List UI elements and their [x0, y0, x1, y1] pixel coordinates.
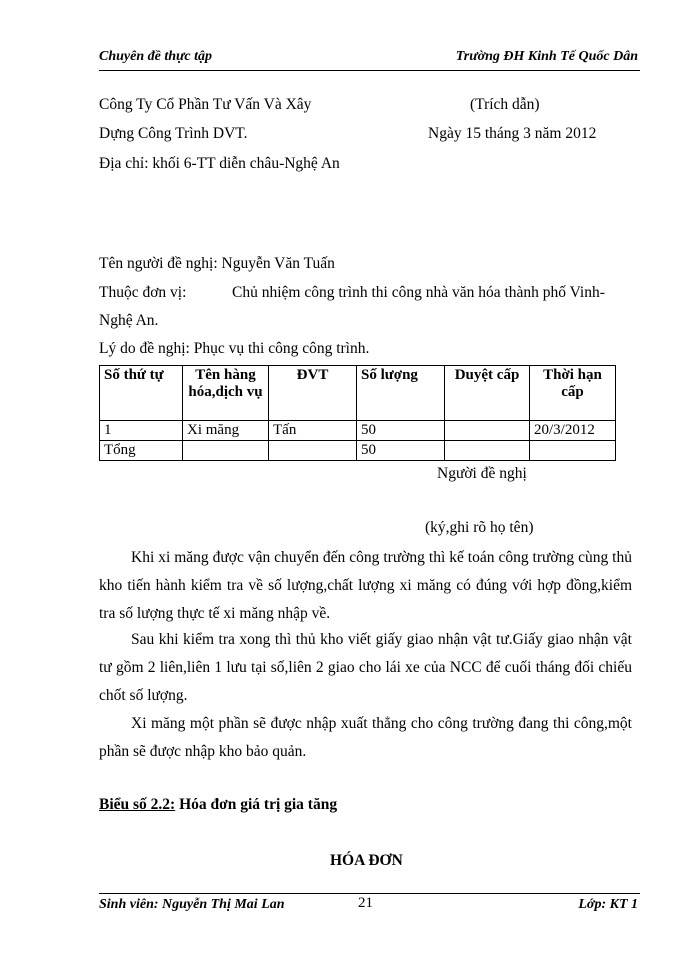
footer-rule: [99, 893, 640, 894]
header-right: Trường ĐH Kinh Tế Quốc Dân: [455, 49, 638, 64]
col-header-item: Tên hàng hóa,dịch vụ: [183, 366, 269, 421]
unit-label: Thuộc đơn vị:: [99, 284, 187, 301]
table-cell: [445, 421, 530, 441]
col-header-deadline: Thời hạn cấp: [530, 366, 616, 421]
page-number: 21: [358, 895, 373, 911]
footer-class: Lớp: KT 1: [578, 897, 638, 912]
table-cell: 20/3/2012: [530, 421, 616, 441]
table-header-row: [100, 366, 616, 421]
company-name-line2: Dựng Công Trình DVT.: [99, 125, 248, 142]
company-address: Địa chỉ: khối 6-TT diễn châu-Nghệ An: [99, 155, 340, 172]
table-cell: 50: [357, 441, 445, 461]
table-cell: Tổng: [100, 441, 183, 461]
table-cell: [183, 441, 269, 461]
company-name-line1: Công Ty Cổ Phần Tư Vấn Và Xây: [99, 96, 312, 113]
document-date: Ngày 15 tháng 3 năm 2012: [428, 125, 597, 142]
request-table: [99, 365, 616, 461]
table-cell: 50: [357, 421, 445, 441]
table-cell: Xi măng: [183, 421, 269, 441]
signature-note: (ký,ghi rõ họ tên): [425, 519, 534, 536]
proposer-line: [99, 255, 335, 273]
col-header-approved: Duyệt cấp: [445, 366, 530, 421]
proposer-label: Tên người đề nghị:: [99, 255, 218, 272]
col-header-unit: ĐVT: [269, 366, 357, 421]
section-title: Hóa đơn giá trị gia tăng: [179, 796, 338, 813]
table-cell: [530, 441, 616, 461]
table-cell: [269, 441, 357, 461]
invoice-heading: HÓA ĐƠN: [330, 852, 403, 869]
table-cell: [445, 441, 530, 461]
signature-role: Người đề nghị: [437, 465, 527, 482]
unit-value-line2: Nghệ An.: [99, 312, 159, 329]
col-header-stt: Số thứ tự: [100, 366, 183, 421]
proposer-name: Nguyễn Văn Tuấn: [221, 255, 335, 272]
col-header-quantity: Số lượng: [357, 366, 445, 421]
request-reason: Lý do đề nghị: Phục vụ thi công công trình.: [99, 340, 370, 357]
paragraph-1: Khi xi măng được vận chuyển đến công trường thì kế toán công trường cùng thủ kho tiến hành kiểm tra về số lượng,chất lượng xi măng có đúng với hợp đồng,kiểm tra số lượng thực tế xi măng nhập về.: [99, 549, 632, 622]
excerpt-note: (Trích dẫn): [470, 96, 540, 113]
paragraph-2: Sau khi kiểm tra xong thì thủ kho viết giấy giao nhận vật tư.Giấy giao nhận vật tư gồm 2 liên,liên 1 lưu tại số,liên 2 giao cho lái xe của NCC để cuối tháng đối chiếu chốt số lượng.: [99, 631, 632, 704]
section-label: Biểu số 2.2:: [99, 796, 176, 813]
unit-value-line1: Chủ nhiệm công trình thi công nhà văn hóa thành phố Vinh-: [232, 284, 605, 301]
header-left: Chuyên đề thực tập: [99, 49, 213, 64]
table-cell: 1: [100, 421, 183, 441]
table-row: [100, 421, 616, 441]
section-caption: [99, 796, 337, 814]
header-rule: [99, 70, 640, 71]
table-cell: Tấn: [269, 421, 357, 441]
paragraph-3: Xi măng một phần sẽ được nhập xuất thẳng cho công trường đang thi công,một phần sẽ được nhập kho bảo quản.: [99, 715, 632, 760]
footer-student: Sinh viên: Nguyễn Thị Mai Lan: [99, 897, 285, 912]
table-row: [100, 441, 616, 461]
